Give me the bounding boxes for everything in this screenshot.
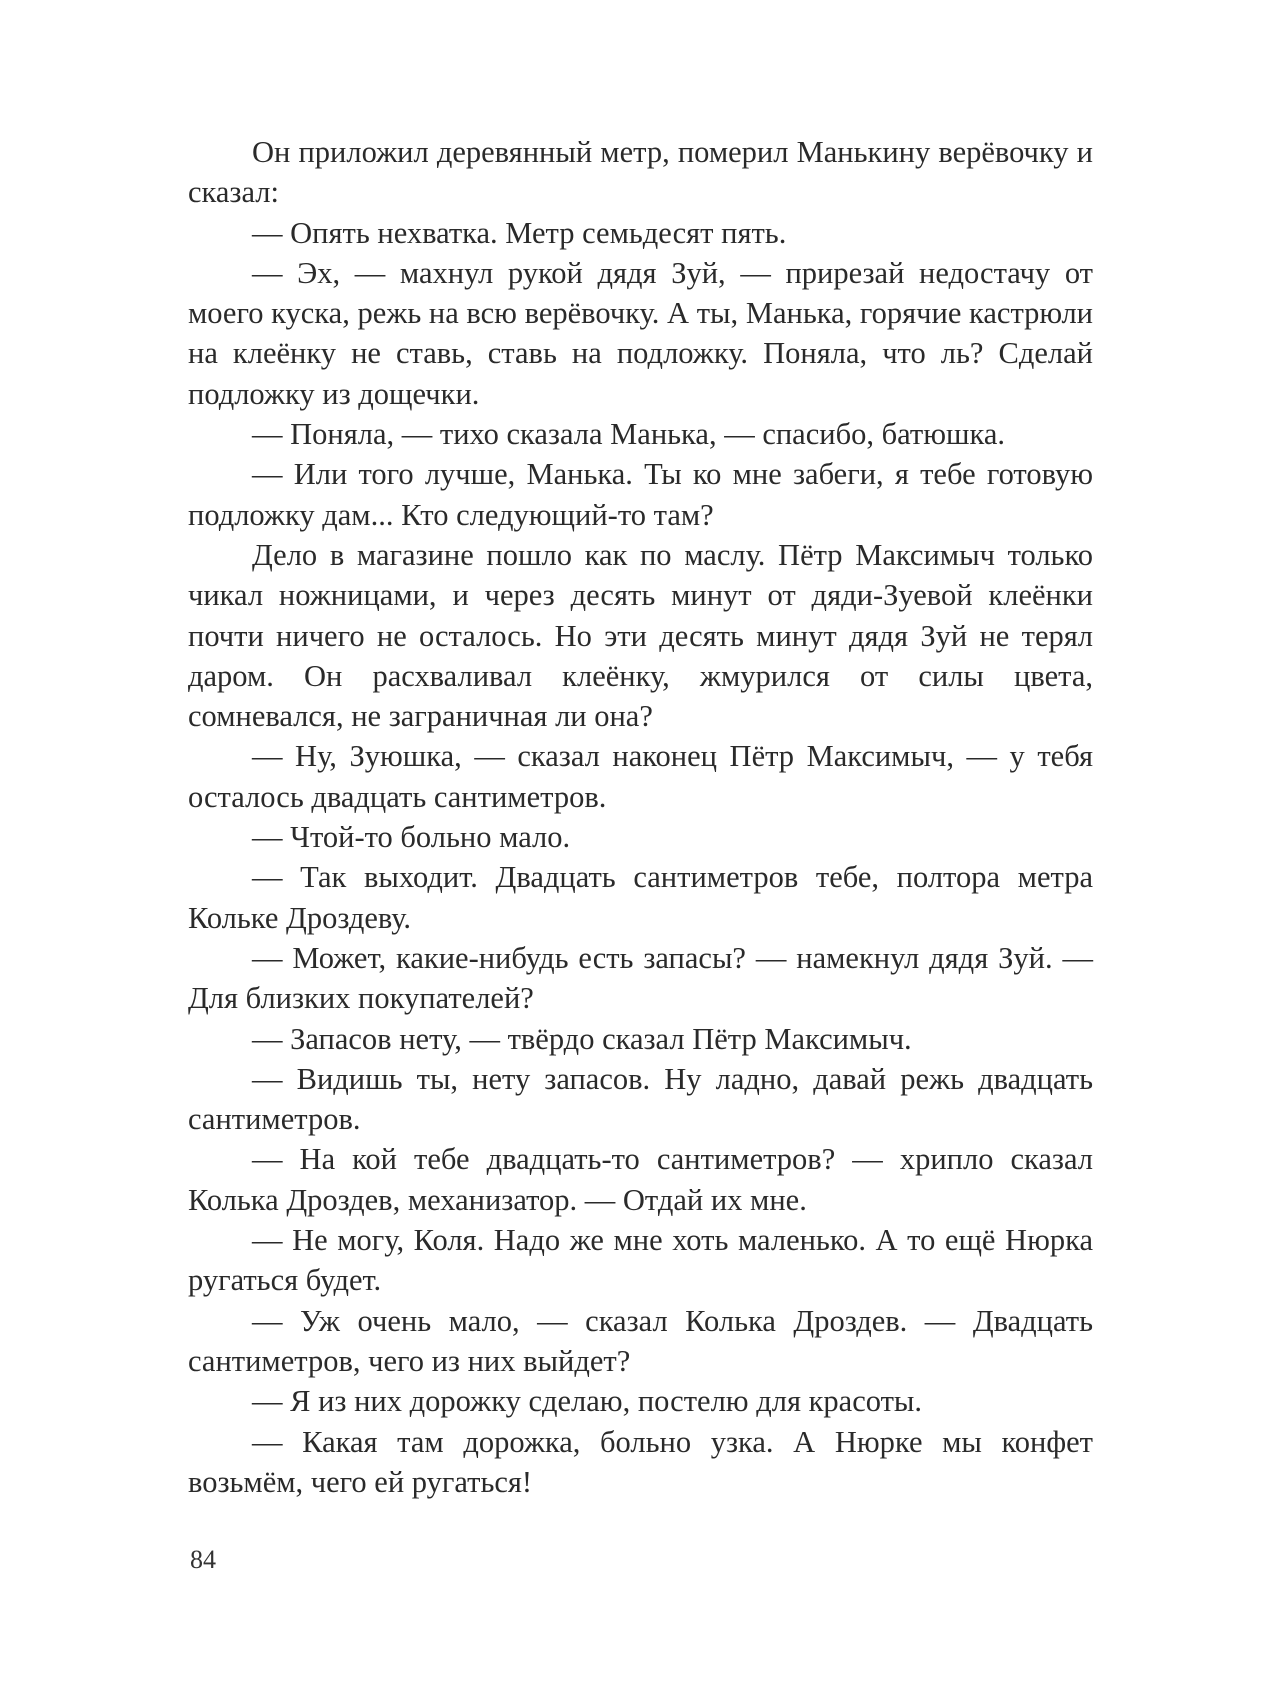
paragraph: — Так выходит. Двадцать сантиметров тебе, полтора метра Кольке Дроздеву. xyxy=(188,860,1093,935)
paragraph: Он приложил деревянный метр, померил Манькину верёвочку и сказал: xyxy=(188,135,1093,210)
paragraph: — Запасов нету, — твёрдо сказал Пётр Максимыч. xyxy=(252,1021,912,1056)
paragraph: — На кой тебе двадцать-то сантиметров? — хрипло сказал Колька Дроздев, механизатор. — Отдай их мне. xyxy=(188,1142,1093,1217)
paragraph: — Чтой-то больно мало. xyxy=(252,820,571,855)
paragraph: — Видишь ты, нету запасов. Ну ладно, давай режь двадцать сантиметров. xyxy=(188,1061,1093,1137)
paragraph: — Эх, — махнул рукой дядя Зуй, — прирезай недостачу от моего куска, режь на всю верёвочку. А ты, Манька, горячие кастрюли на клеёнку не ставь, ставь на подложку. Поняла, что ль? Сделай подложку из дощечки. xyxy=(188,255,1093,411)
paragraph: — Ну, Зуюшка, — сказал наконец Пётр Максимыч, — у тебя осталось двадцать сантиметров. xyxy=(188,739,1093,814)
body-text xyxy=(188,132,1093,1502)
paragraph: — Или того лучше, Манька. Ты ко мне забеги, я тебе готовую подложку дам... Кто следующий-то там? xyxy=(188,457,1093,532)
paragraph: — Какая там дорожка, больно узка. А Нюрке мы конфет возьмём, чего ей ругаться! xyxy=(188,1424,1093,1499)
paragraph: Дело в магазине пошло как по маслу. Пётр Максимыч только чикал ножницами, и через десять минут от дяди-Зуевой клеёнки почти ничего не осталось. Но эти десять минут дядя Зуй не терял даром. Он расхваливал клеёнку, жмурился от силы цвета, сомневался, не заграничная ли она? xyxy=(188,537,1093,734)
paragraph: — Я из них дорожку сделаю, постелю для красоты. xyxy=(252,1384,923,1419)
page-number: 84 xyxy=(190,1545,216,1574)
paragraph: — Не могу, Коля. Надо же мне хоть маленько. А то ещё Нюрка ругаться будет. xyxy=(188,1223,1093,1298)
paragraph: — Уж очень мало, — сказал Колька Дроздев. — Двадцать сантиметров, чего из них выйдет? xyxy=(188,1303,1093,1378)
paragraph: — Может, какие-нибудь есть запасы? — намекнул дядя Зуй. — Для близких покупателей? xyxy=(188,940,1093,1016)
paragraph: — Поняла, — тихо сказала Манька, — спасибо, батюшка. xyxy=(252,417,1005,452)
paragraph: — Опять нехватка. Метр семьдесят пять. xyxy=(252,215,787,250)
